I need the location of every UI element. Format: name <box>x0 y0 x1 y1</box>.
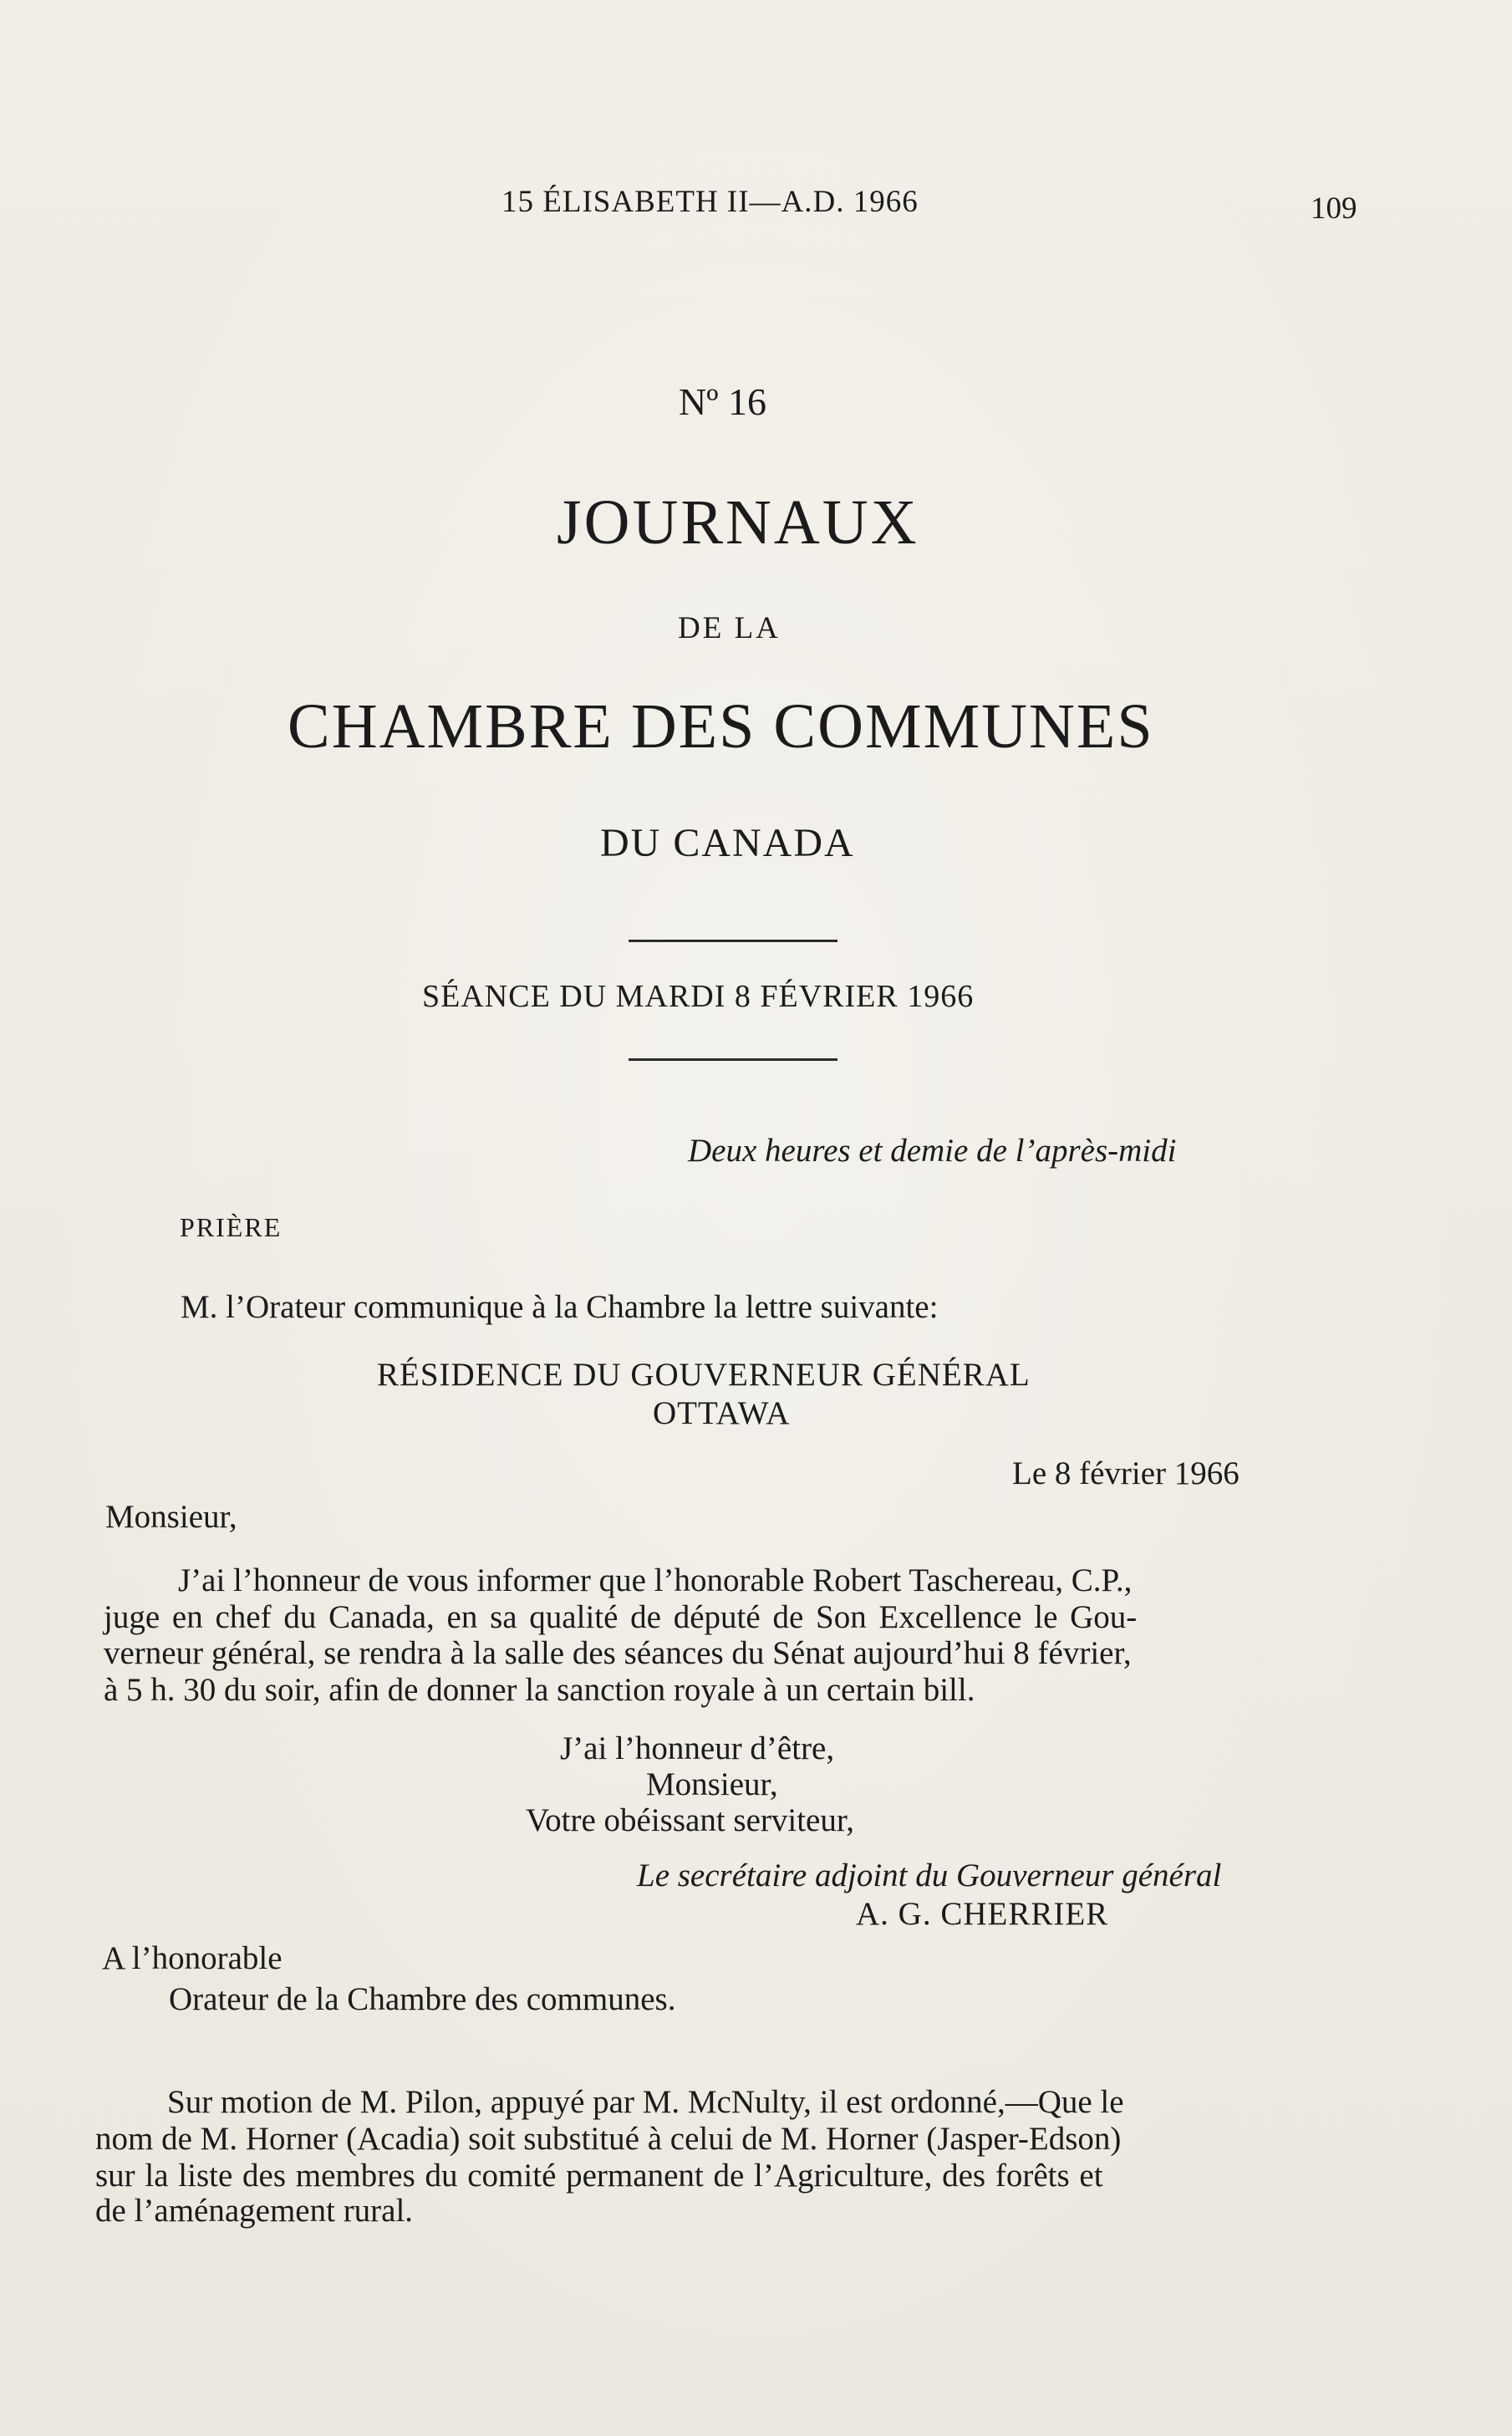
page-number: 109 <box>1311 191 1357 226</box>
journal-title-chamber: CHAMBRE DES COMMUNES <box>288 691 1154 762</box>
letter-residence-line1: RÉSIDENCE DU GOUVERNEUR GÉNÉRAL <box>377 1357 1031 1393</box>
addressee-line2: Orateur de la Chambre des communes. <box>169 1981 676 2017</box>
letter-body-line: verneur général, se rendra à la salle des séances du Sénat aujourd’hui 8 février, <box>104 1635 1132 1671</box>
divider-top <box>629 940 837 942</box>
letter-residence-line2: OTTAWA <box>653 1395 791 1431</box>
journal-title: JOURNAUX <box>557 487 919 558</box>
journal-title-de-la: DE LA <box>678 611 781 645</box>
journal-title-country: DU CANADA <box>600 821 855 865</box>
addressee-line1: A l’honorable <box>102 1940 283 1976</box>
motion-line: sur la liste des membres du comité permanent de l’Agriculture, des forêts et <box>95 2158 1103 2194</box>
signature-name: A. G. CHERRIER <box>856 1896 1109 1932</box>
session-time: Deux heures et demie de l’après-midi <box>688 1133 1177 1169</box>
motion-line: de l’aménagement rural. <box>95 2193 414 2229</box>
letter-closing-line: J’ai l’honneur d’être, <box>560 1730 835 1766</box>
prayer-heading: PRIÈRE <box>180 1212 283 1242</box>
letter-date: Le 8 février 1966 <box>1012 1455 1240 1491</box>
letter-body-line: à 5 h. 30 du soir, afin de donner la sanction royale à un certain bill. <box>104 1672 975 1708</box>
letter-intro: M. l’Orateur communique à la Chambre la lettre suivante: <box>181 1289 939 1325</box>
signature-title: Le secrétaire adjoint du Gouverneur général <box>637 1858 1222 1893</box>
motion-line: Sur motion de M. Pilon, appuyé par M. McNulty, il est ordonné,—Que le <box>167 2084 1124 2120</box>
letter-closing-line: Votre obéissant serviteur, <box>526 1802 855 1838</box>
session-heading: SÉANCE DU MARDI 8 FÉVRIER 1966 <box>422 979 975 1014</box>
issue-number: Nº 16 <box>679 380 766 423</box>
letter-body-line: juge en chef du Canada, en sa qualité de député de Son Excellence le Gou- <box>104 1599 1138 1635</box>
letter-closing-line: Monsieur, <box>646 1766 778 1802</box>
motion-line: nom de M. Horner (Acadia) soit substitué à celui de M. Horner (Jasper-Edson) <box>95 2121 1122 2157</box>
divider-bottom <box>629 1058 837 1061</box>
letter-salutation: Monsieur, <box>105 1499 237 1535</box>
letter-body-line: J’ai l’honneur de vous informer que l’honorable Robert Taschereau, C.P., <box>178 1562 1133 1598</box>
running-head: 15 ÉLISABETH II—A.D. 1966 <box>501 185 919 219</box>
